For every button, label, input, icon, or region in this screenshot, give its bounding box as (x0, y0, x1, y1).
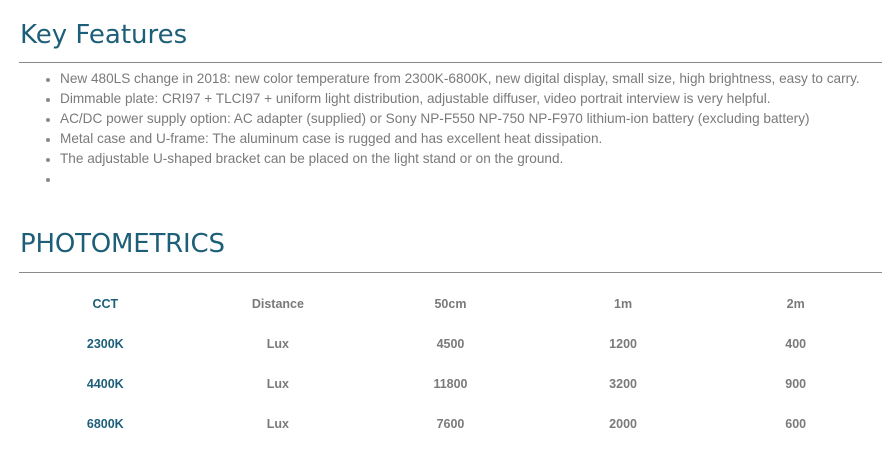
column-header-1m: 1m (614, 297, 633, 311)
cell-distance: Lux (266, 337, 289, 351)
cell-2m: 900 (785, 377, 807, 391)
photometrics-divider (19, 272, 882, 273)
feature-item: • AC/DC power supply option: AC adapter (supplied) or Sony NP-F550 NP-750 NP-F970 lithium-ion battery (excluding battery) (60, 109, 890, 129)
key-features-title: Key Features (20, 20, 188, 50)
key-features-list (0, 69, 890, 189)
cell-cct: 6800K (86, 417, 124, 431)
cell-cct: 2300K (86, 337, 124, 351)
photometrics-table (19, 284, 882, 444)
cell-50cm: 4500 (436, 337, 465, 351)
column-header-distance: Distance (251, 297, 304, 311)
cell-1m: 2000 (609, 417, 637, 431)
column-header-2m: 2m (786, 297, 805, 311)
feature-item: • Dimmable plate: CRI97 + TLCI97 + uniform light distribution, adjustable diffuser, video portrait interview is very helpful. (60, 89, 890, 109)
feature-item: • New 480LS change in 2018: new color temperature from 2300K-6800K, new digital display, small size, high brightness, easy to carry. (60, 69, 890, 89)
feature-item: • Metal case and U-frame: The aluminum case is rugged and has excellent heat dissipation. (60, 129, 890, 149)
cell-1m: 3200 (609, 377, 637, 391)
cell-1m: 1200 (609, 337, 637, 351)
table-row (19, 404, 882, 444)
key-features-divider (19, 62, 882, 63)
cell-cct: 4400K (86, 377, 124, 391)
feature-item-empty (60, 169, 890, 189)
table-row (19, 324, 882, 364)
cell-distance: Lux (266, 377, 289, 391)
photometrics-title: PHOTOMETRICS (20, 229, 225, 259)
feature-item: • The adjustable U-shaped bracket can be placed on the light stand or on the ground. (60, 149, 890, 169)
table-header-row (19, 284, 882, 324)
column-header-50cm: 50cm (434, 297, 467, 311)
table-row (19, 364, 882, 404)
cell-distance: Lux (266, 417, 289, 431)
cell-2m: 400 (785, 337, 807, 351)
column-header-cct: CCT (92, 297, 119, 311)
cell-50cm: 11800 (433, 377, 468, 391)
cell-50cm: 7600 (436, 417, 465, 431)
cell-2m: 600 (785, 417, 807, 431)
